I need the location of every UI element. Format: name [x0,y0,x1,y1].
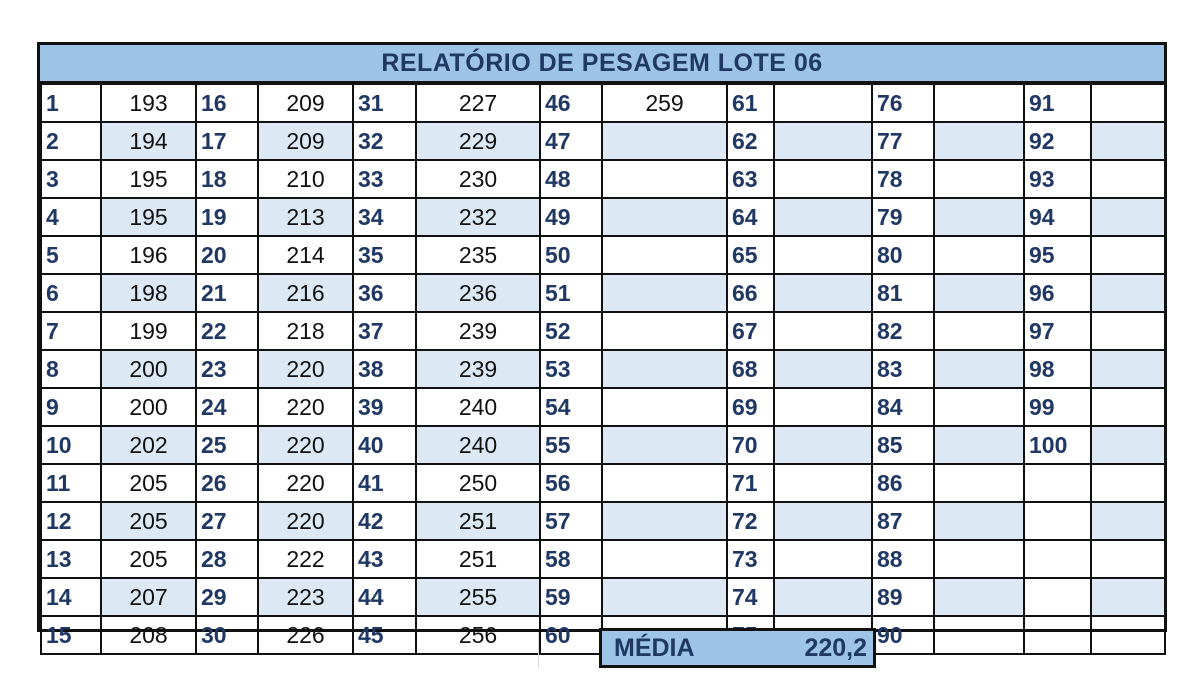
row-number-cell: 78 [872,160,934,198]
row-number-cell [1024,502,1091,540]
weight-value-cell: 218 [258,312,353,350]
weight-value-cell [602,312,727,350]
weight-value-cell [774,122,872,160]
weight-value-cell: 220 [258,502,353,540]
row-number-cell: 26 [196,464,258,502]
row-number-cell: 85 [872,426,934,464]
weight-value-cell [1091,84,1165,122]
row-number-cell: 46 [540,84,602,122]
weight-value-cell: 251 [416,540,540,578]
weight-value-cell [1091,312,1165,350]
row-number-cell: 25 [196,426,258,464]
weight-value-cell: 214 [258,236,353,274]
weight-value-cell: 195 [101,198,196,236]
weighing-table [40,83,1166,655]
row-number-cell: 13 [41,540,101,578]
row-number-cell: 82 [872,312,934,350]
row-number-cell: 63 [727,160,774,198]
row-number-cell: 80 [872,236,934,274]
row-number-cell: 100 [1024,426,1091,464]
weight-value-cell: 256 [416,616,540,654]
weight-value-cell: 235 [416,236,540,274]
row-number-cell [1024,540,1091,578]
table-row [41,198,1165,236]
weight-value-cell: 251 [416,502,540,540]
weight-value-cell [1091,198,1165,236]
weight-value-cell: 223 [258,578,353,616]
row-number-cell: 42 [353,502,416,540]
weight-value-cell [934,160,1024,198]
weight-value-cell [934,502,1024,540]
weight-value-cell: 209 [258,84,353,122]
weight-value-cell: 200 [101,388,196,426]
row-number-cell: 16 [196,84,258,122]
row-number-cell: 8 [41,350,101,388]
row-number-cell: 84 [872,388,934,426]
row-number-cell: 70 [727,426,774,464]
row-number-cell [1024,616,1091,654]
weight-value-cell [774,312,872,350]
row-number-cell: 2 [41,122,101,160]
row-number-cell: 76 [872,84,934,122]
weight-value-cell [602,350,727,388]
row-number-cell: 91 [1024,84,1091,122]
row-number-cell: 97 [1024,312,1091,350]
table-row [41,84,1165,122]
row-number-cell: 49 [540,198,602,236]
weight-value-cell: 205 [101,540,196,578]
table-row [41,388,1165,426]
weight-value-cell: 209 [258,122,353,160]
row-number-cell: 62 [727,122,774,160]
weight-value-cell [602,198,727,236]
row-number-cell: 5 [41,236,101,274]
table-row [41,540,1165,578]
weight-value-cell: 227 [416,84,540,122]
weight-value-cell [934,236,1024,274]
weight-value-cell [934,426,1024,464]
weight-value-cell: 239 [416,312,540,350]
weight-value-cell: 220 [258,350,353,388]
row-number-cell: 48 [540,160,602,198]
weight-value-cell [934,540,1024,578]
row-number-cell: 56 [540,464,602,502]
weight-value-cell: 239 [416,350,540,388]
average-label: MÉDIA [614,633,695,662]
row-number-cell: 32 [353,122,416,160]
weight-value-cell [1091,426,1165,464]
row-number-cell: 92 [1024,122,1091,160]
row-number-cell: 57 [540,502,602,540]
row-number-cell: 99 [1024,388,1091,426]
row-number-cell: 21 [196,274,258,312]
weight-value-cell [774,388,872,426]
row-number-cell: 95 [1024,236,1091,274]
row-number-cell: 35 [353,236,416,274]
table-row [41,312,1165,350]
row-number-cell: 10 [41,426,101,464]
row-number-cell: 83 [872,350,934,388]
row-number-cell: 94 [1024,198,1091,236]
weight-value-cell: 205 [101,464,196,502]
row-number-cell: 65 [727,236,774,274]
weight-value-cell [602,464,727,502]
row-number-cell: 15 [41,616,101,654]
row-number-cell: 38 [353,350,416,388]
weight-value-cell [602,160,727,198]
row-number-cell: 79 [872,198,934,236]
row-number-cell: 18 [196,160,258,198]
weight-value-cell [1091,578,1165,616]
row-number-cell: 81 [872,274,934,312]
row-number-cell: 71 [727,464,774,502]
row-number-cell: 43 [353,540,416,578]
weight-value-cell [774,236,872,274]
row-number-cell: 36 [353,274,416,312]
row-number-cell: 39 [353,388,416,426]
weight-value-cell [774,426,872,464]
weight-value-cell [1091,540,1165,578]
weight-value-cell: 226 [258,616,353,654]
row-number-cell [1024,578,1091,616]
row-number-cell: 88 [872,540,934,578]
row-number-cell: 90 [872,616,934,654]
weight-value-cell: 198 [101,274,196,312]
row-number-cell: 69 [727,388,774,426]
weight-value-cell: 199 [101,312,196,350]
weight-value-cell: 220 [258,426,353,464]
row-number-cell: 67 [727,312,774,350]
weight-value-cell [1091,236,1165,274]
row-number-cell: 58 [540,540,602,578]
report-title: RELATÓRIO DE PESAGEM LOTE 06 [40,45,1164,83]
weight-value-cell [1091,350,1165,388]
weight-value-cell: 193 [101,84,196,122]
weight-value-cell [602,274,727,312]
row-number-cell: 31 [353,84,416,122]
row-number-cell: 93 [1024,160,1091,198]
average-value: 220,2 [804,633,867,662]
row-number-cell: 4 [41,198,101,236]
row-number-cell: 37 [353,312,416,350]
weight-value-cell: 213 [258,198,353,236]
weight-value-cell: 229 [416,122,540,160]
table-row [41,502,1165,540]
weight-value-cell: 202 [101,426,196,464]
row-number-cell: 28 [196,540,258,578]
weight-value-cell: 220 [258,464,353,502]
row-number-cell: 64 [727,198,774,236]
weight-value-cell [1091,122,1165,160]
weight-value-cell [774,540,872,578]
row-number-cell: 50 [540,236,602,274]
weight-value-cell [602,426,727,464]
weight-value-cell: 255 [416,578,540,616]
weight-value-cell [602,540,727,578]
row-number-cell: 96 [1024,274,1091,312]
weight-value-cell [774,578,872,616]
row-number-cell: 7 [41,312,101,350]
weight-value-cell [774,502,872,540]
row-number-cell: 44 [353,578,416,616]
table-row [41,160,1165,198]
weight-value-cell: 240 [416,388,540,426]
row-number-cell: 86 [872,464,934,502]
table-row [41,426,1165,464]
row-number-cell [1024,464,1091,502]
weight-value-cell: 230 [416,160,540,198]
weight-value-cell [1091,388,1165,426]
weight-value-cell: 208 [101,616,196,654]
weight-value-cell [1091,616,1165,654]
row-number-cell: 3 [41,160,101,198]
weight-value-cell [934,464,1024,502]
row-number-cell: 9 [41,388,101,426]
weight-value-cell: 250 [416,464,540,502]
weight-value-cell [774,198,872,236]
weight-value-cell: 207 [101,578,196,616]
weight-value-cell [934,198,1024,236]
weight-value-cell [934,312,1024,350]
weight-value-cell [934,350,1024,388]
row-number-cell: 51 [540,274,602,312]
row-number-cell: 60 [540,616,602,654]
row-number-cell: 20 [196,236,258,274]
row-number-cell: 1 [41,84,101,122]
weight-value-cell: 220 [258,388,353,426]
weight-value-cell: 240 [416,426,540,464]
weight-value-cell [602,502,727,540]
weight-value-cell: 196 [101,236,196,274]
row-number-cell: 89 [872,578,934,616]
weight-value-cell: 205 [101,502,196,540]
row-number-cell: 41 [353,464,416,502]
row-number-cell: 23 [196,350,258,388]
weight-value-cell: 210 [258,160,353,198]
row-number-cell: 73 [727,540,774,578]
weight-value-cell [774,464,872,502]
table-row [41,464,1165,502]
row-number-cell: 40 [353,426,416,464]
row-number-cell: 34 [353,198,416,236]
row-number-cell: 55 [540,426,602,464]
row-number-cell: 54 [540,388,602,426]
row-number-cell: 6 [41,274,101,312]
row-number-cell: 68 [727,350,774,388]
table-row [41,578,1165,616]
weight-value-cell: 259 [602,84,727,122]
weight-value-cell [602,388,727,426]
row-number-cell: 24 [196,388,258,426]
weight-value-cell [1091,464,1165,502]
weight-value-cell: 195 [101,160,196,198]
weight-value-cell [934,122,1024,160]
weight-value-cell [934,578,1024,616]
weight-value-cell [934,388,1024,426]
weight-value-cell [1091,502,1165,540]
row-number-cell: 72 [727,502,774,540]
table-row [41,274,1165,312]
weight-value-cell: 194 [101,122,196,160]
weight-value-cell [774,160,872,198]
row-number-cell: 52 [540,312,602,350]
row-number-cell: 19 [196,198,258,236]
row-number-cell: 77 [872,122,934,160]
row-number-cell: 29 [196,578,258,616]
weight-value-cell [774,274,872,312]
table-row [41,350,1165,388]
row-number-cell: 66 [727,274,774,312]
row-number-cell: 53 [540,350,602,388]
weight-value-cell: 236 [416,274,540,312]
row-number-cell: 87 [872,502,934,540]
row-number-cell: 11 [41,464,101,502]
weight-value-cell: 222 [258,540,353,578]
row-number-cell: 22 [196,312,258,350]
weight-value-cell [602,236,727,274]
row-number-cell: 98 [1024,350,1091,388]
weight-value-cell: 200 [101,350,196,388]
table-row [41,122,1165,160]
weight-value-cell [774,350,872,388]
row-number-cell: 45 [353,616,416,654]
row-number-cell: 27 [196,502,258,540]
row-number-cell: 12 [41,502,101,540]
row-number-cell: 33 [353,160,416,198]
weight-value-cell: 232 [416,198,540,236]
row-number-cell: 14 [41,578,101,616]
weight-value-cell [1091,274,1165,312]
weight-value-cell: 216 [258,274,353,312]
table-row [41,236,1165,274]
weight-value-cell [602,578,727,616]
cell-divider [538,632,539,668]
weight-value-cell [934,84,1024,122]
row-number-cell: 47 [540,122,602,160]
row-number-cell: 61 [727,84,774,122]
weight-value-cell [934,616,1024,654]
weight-value-cell [1091,160,1165,198]
row-number-cell: 17 [196,122,258,160]
row-number-cell: 30 [196,616,258,654]
weight-value-cell [774,84,872,122]
weight-value-cell [934,274,1024,312]
weight-value-cell [602,122,727,160]
average-box [599,628,876,668]
row-number-cell: 59 [540,578,602,616]
row-number-cell: 74 [727,578,774,616]
